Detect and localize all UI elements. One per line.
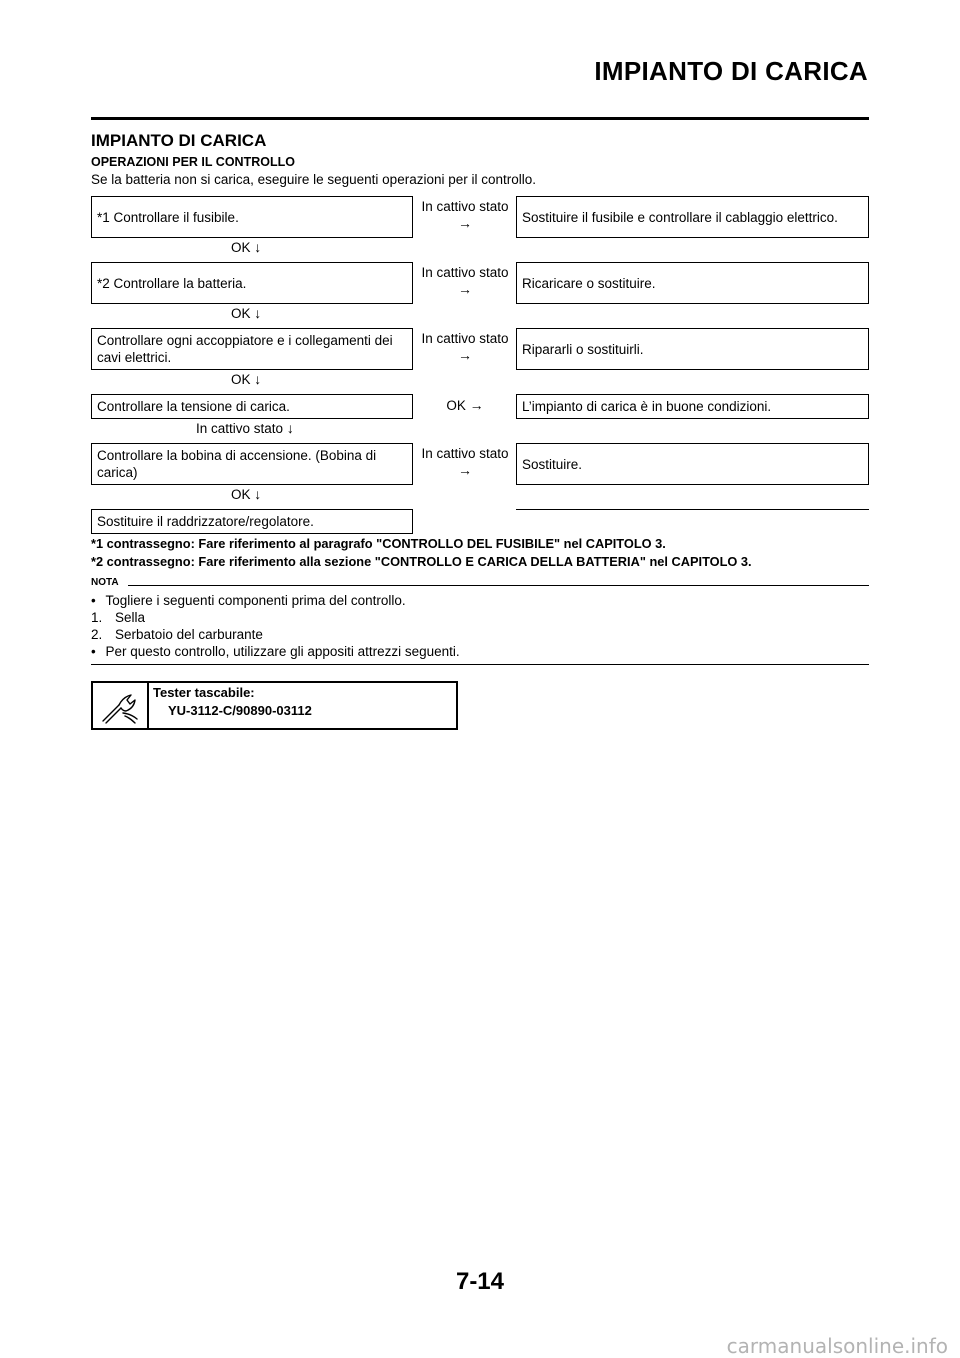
flow-step-5 xyxy=(91,443,413,485)
nota-end-divider xyxy=(91,664,869,665)
flow-cond-1-label: In cattivo stato xyxy=(421,199,509,214)
flow-cond-4 xyxy=(413,397,517,414)
nota-item-1 xyxy=(91,593,406,608)
tool-code: YU-3112-C/90890-03112 xyxy=(168,703,312,718)
flow-ok-2-label: OK xyxy=(231,306,251,321)
intro-text: Se la batteria non si carica, eseguire le seguenti operazioni per il controllo. xyxy=(91,172,537,187)
arrow-right-icon: → xyxy=(458,347,472,363)
flow-result-4-text: L’impianto di carica è in buone condizioni. xyxy=(522,399,772,414)
flow-ok-3 xyxy=(231,371,261,387)
nota-item-2-text: Per questo controllo, utilizzare gli appositi attrezzi seguenti. xyxy=(105,644,460,659)
flow-cond-5 xyxy=(413,445,517,479)
nota-label: NOTA xyxy=(91,577,119,588)
nota-subitem-1-text: Sella xyxy=(115,610,146,625)
bullet-icon: • xyxy=(91,644,96,659)
flow-cond-3 xyxy=(413,330,517,364)
flow-result-1-text: Sostituire il fusibile e controllare il cablaggio elettrico. xyxy=(522,209,838,225)
arrow-right-icon: → xyxy=(458,462,472,478)
nota-subitem-1-num: 1. xyxy=(91,610,103,625)
nota-item-1-text: Togliere i seguenti componenti prima del controllo. xyxy=(105,593,406,608)
flow-ok-3-label: OK xyxy=(231,372,251,387)
flow-step-1-text: *1 Controllare il fusibile. xyxy=(97,209,239,225)
watermark: carmanualsonline.info xyxy=(726,1334,948,1358)
arrow-down-icon: ↓ xyxy=(254,305,262,321)
flow-ok-1 xyxy=(231,239,261,255)
flow-step-6 xyxy=(91,509,413,534)
footnote-2: *2 contrassegno: Fare riferimento alla sezione "CONTROLLO E CARICA DELLA BATTERIA" nel CAPITOLO 3. xyxy=(91,554,752,569)
flow-step-3-text: Controllare ogni accoppiatore e i collegamenti dei cavi elettrici. xyxy=(97,333,393,365)
arrow-down-icon: ↓ xyxy=(254,239,262,255)
flow-bad-4 xyxy=(196,420,294,436)
page-number: 7-14 xyxy=(455,1268,505,1295)
flow-result-4 xyxy=(516,394,869,419)
flow-cond-4-label: OK xyxy=(446,398,466,413)
flow-ok-2 xyxy=(231,305,261,321)
flow-step-2 xyxy=(91,262,413,304)
flow-result-2-text: Ricaricare o sostituire. xyxy=(522,275,656,291)
arrow-down-icon: ↓ xyxy=(254,371,262,387)
flow-result-5-text: Sostituire. xyxy=(522,456,583,472)
flow-step-3 xyxy=(91,328,413,370)
flow-cond-2 xyxy=(413,264,517,298)
footnote-1: *1 contrassegno: Fare riferimento al paragrafo "CONTROLLO DEL FUSIBILE" nel CAPITOLO 3. xyxy=(91,536,666,551)
flow-cond-5-label: In cattivo stato xyxy=(421,446,509,461)
flow-ok-1-label: OK xyxy=(231,240,251,255)
flow-step-2-text: *2 Controllare la batteria. xyxy=(97,275,247,291)
nota-subitem-2-text: Serbatoio del carburante xyxy=(115,627,263,642)
special-tool-box xyxy=(91,681,458,730)
wrench-tool-icon xyxy=(93,683,149,728)
flow-cond-1 xyxy=(413,198,517,232)
flow-result-1 xyxy=(516,196,869,238)
flow-end-rule xyxy=(516,509,869,510)
arrow-right-icon: → xyxy=(458,215,472,231)
arrow-down-icon: ↓ xyxy=(254,486,262,502)
flow-cond-3-label: In cattivo stato xyxy=(421,331,509,346)
nota-subitem-2 xyxy=(91,627,263,642)
nota-divider xyxy=(128,585,869,586)
flow-step-5-text: Controllare la bobina di accensione. (Bobina di carica) xyxy=(97,448,377,480)
nota-item-2 xyxy=(91,644,460,659)
section-title: IMPIANTO DI CARICA xyxy=(91,131,267,150)
flow-result-2 xyxy=(516,262,869,304)
flow-step-4-text: Controllare la tensione di carica. xyxy=(97,399,290,414)
header-divider xyxy=(91,117,869,120)
arrow-down-icon: ↓ xyxy=(286,420,294,436)
bullet-icon: • xyxy=(91,593,96,608)
flow-step-6-text: Sostituire il raddrizzatore/regolatore. xyxy=(97,514,314,529)
flow-result-3-text: Ripararli o sostituirli. xyxy=(522,341,644,357)
arrow-right-icon: → xyxy=(458,281,472,297)
flow-ok-5-label: OK xyxy=(231,487,251,502)
flow-bad-4-label: In cattivo stato xyxy=(196,421,284,436)
flow-result-3 xyxy=(516,328,869,370)
tool-name: Tester tascabile: xyxy=(153,685,255,700)
nota-subitem-2-num: 2. xyxy=(91,627,103,642)
page-header-title: IMPIANTO DI CARICA xyxy=(594,56,868,86)
flow-step-1 xyxy=(91,196,413,238)
nota-subitem-1 xyxy=(91,610,145,625)
flow-result-5 xyxy=(516,443,869,485)
subsection-title: OPERAZIONI PER IL CONTROLLO xyxy=(91,155,295,169)
flow-step-4 xyxy=(91,394,413,419)
flow-ok-5 xyxy=(231,486,261,502)
flow-cond-2-label: In cattivo stato xyxy=(421,265,509,280)
arrow-right-icon: → xyxy=(469,397,484,413)
